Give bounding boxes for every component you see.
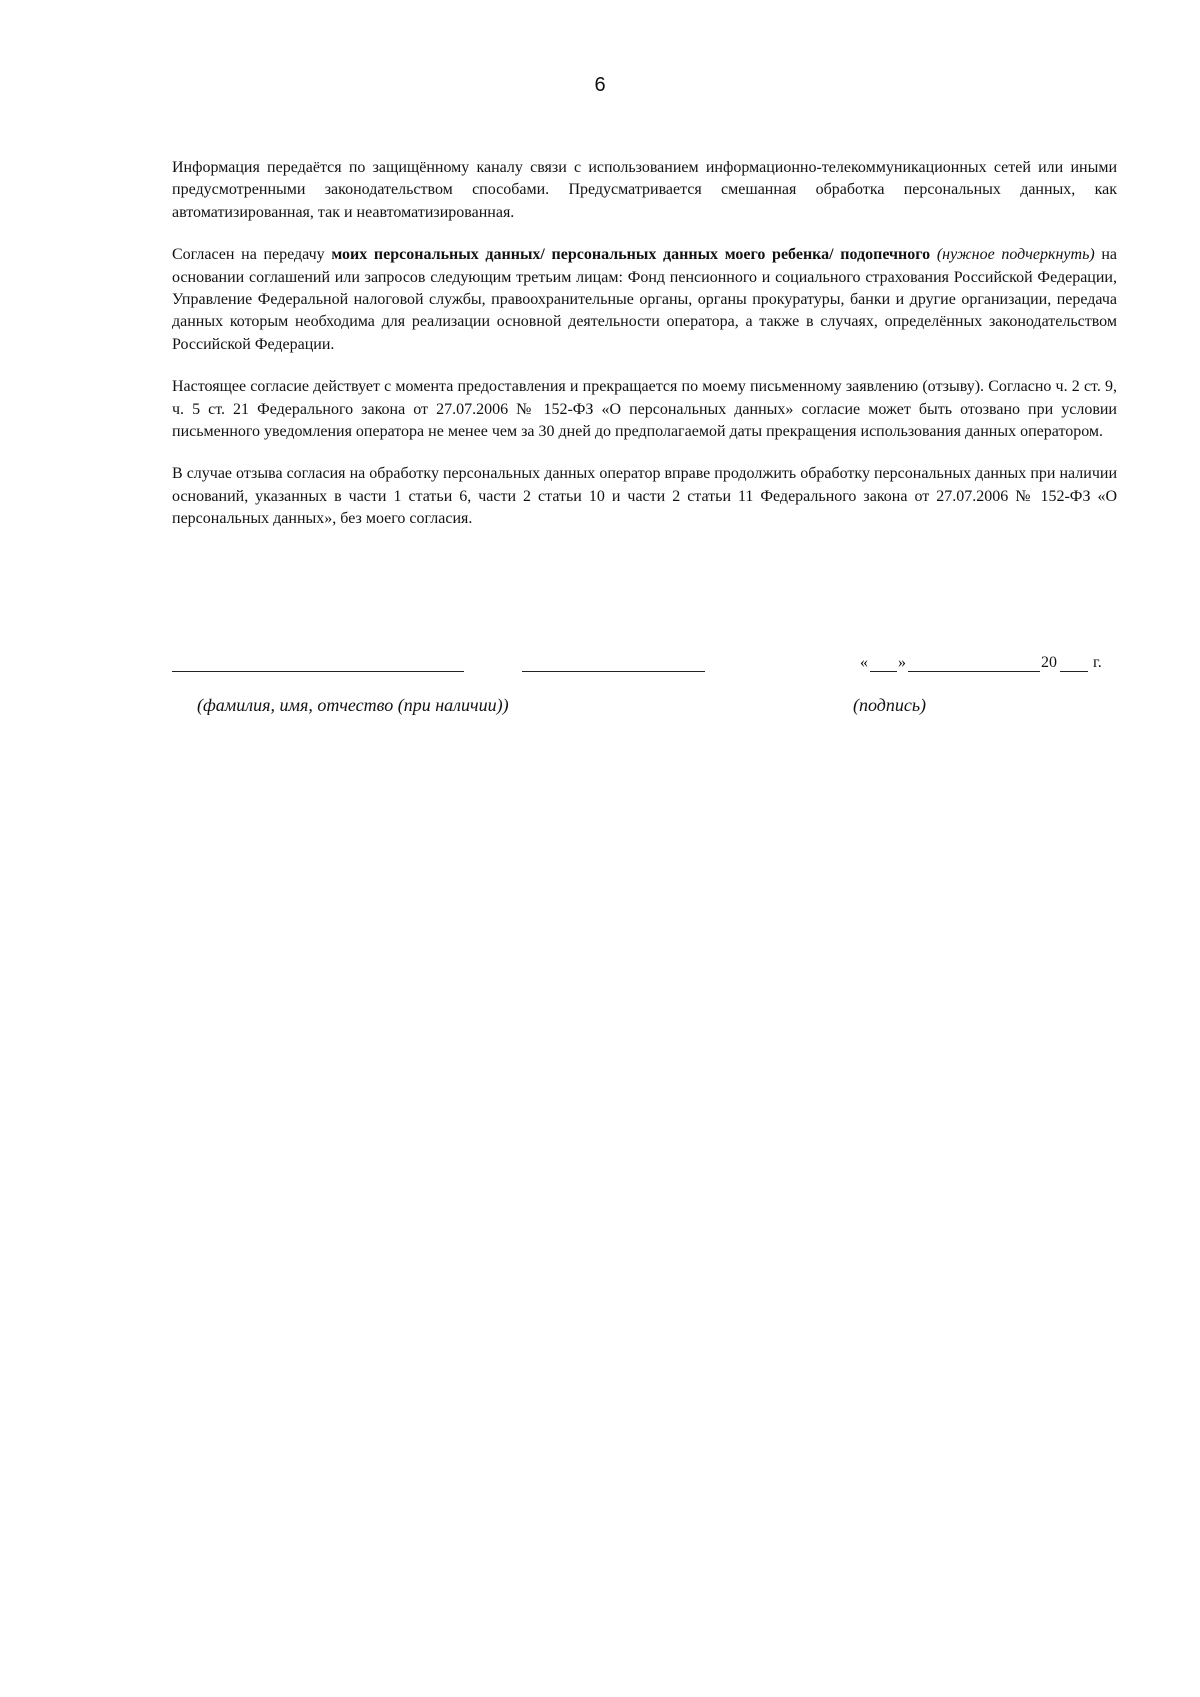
underline-hint: (нужное подчеркнуть) — [936, 246, 1095, 264]
paragraph-third-parties — [172, 244, 1117, 356]
paragraph-transfer-channel: Информация передаётся по защищённому каналу связи с использованием информационно-телекоммуникационных сетей или иными предусмотренными законодательством способами. Предусматривается смешанная обработка персональных данных, как автоматизированная, так и неавтоматизированная. — [172, 159, 1117, 221]
date-close-quote: » — [898, 654, 906, 671]
year-line[interactable] — [1060, 671, 1088, 672]
day-line[interactable] — [870, 671, 897, 672]
date-century: 20 — [1041, 654, 1057, 671]
paragraph-withdrawal: В случае отзыва согласия на обработку персональных данных оператор вправе продолжить обработку персональных данных при наличии оснований, указанных в части 1 статьи 6, части 2 статьи 10 и части 2 статьи 11 Федерального закона от 27.07.2006 № 152-ФЗ «О персональных данных», без моего согласия. — [172, 465, 1117, 528]
date-open-quote: « — [860, 654, 868, 671]
signature-line[interactable] — [522, 671, 705, 672]
paragraph-validity: Настоящее согласие действует с момента предоставления и прекращается по моему письменному заявлению (отзыву). Согласно ч. 2 ст. 9, ч. 5 ст. 21 Федерального закона от 27.07.2006 № 152-ФЗ «О персональных данных» согласие может быть отозвано при условии письменного уведомления оператора не менее чем за 30 дней до предполагаемой даты прекращения использования данных оператором. — [172, 378, 1117, 441]
page-number: 6 — [594, 74, 606, 96]
date-field[interactable] — [860, 652, 1120, 674]
paragraph-third-parties-rest: на основании соглашений или запросов следующим третьим лицам: Фонд пенсионного и социального страхования Российской Федерации, Управление Федеральной налоговой службы, правоохранительные органы, органы прокуратуры, банки и другие организации, передача данных которым необходима для реализации основной деятельности оператора, а также в случаях, определённых законодательством Российской Федерации. — [172, 246, 1118, 353]
month-line[interactable] — [908, 671, 1040, 672]
date-suffix: г. — [1093, 654, 1102, 671]
paragraph-third-parties-space — [930, 246, 937, 263]
signature-caption: (подпись) — [853, 695, 927, 715]
data-subject-options: моих персональных данных/ персональных данных моего ребенка/ подопечного — [331, 246, 931, 264]
consent-text — [172, 157, 1117, 551]
full-name-line[interactable] — [172, 671, 464, 672]
paragraph-third-parties-lead: Согласен на передачу — [172, 246, 332, 264]
full-name-caption: (фамилия, имя, отчество (при наличии)) — [197, 695, 509, 715]
